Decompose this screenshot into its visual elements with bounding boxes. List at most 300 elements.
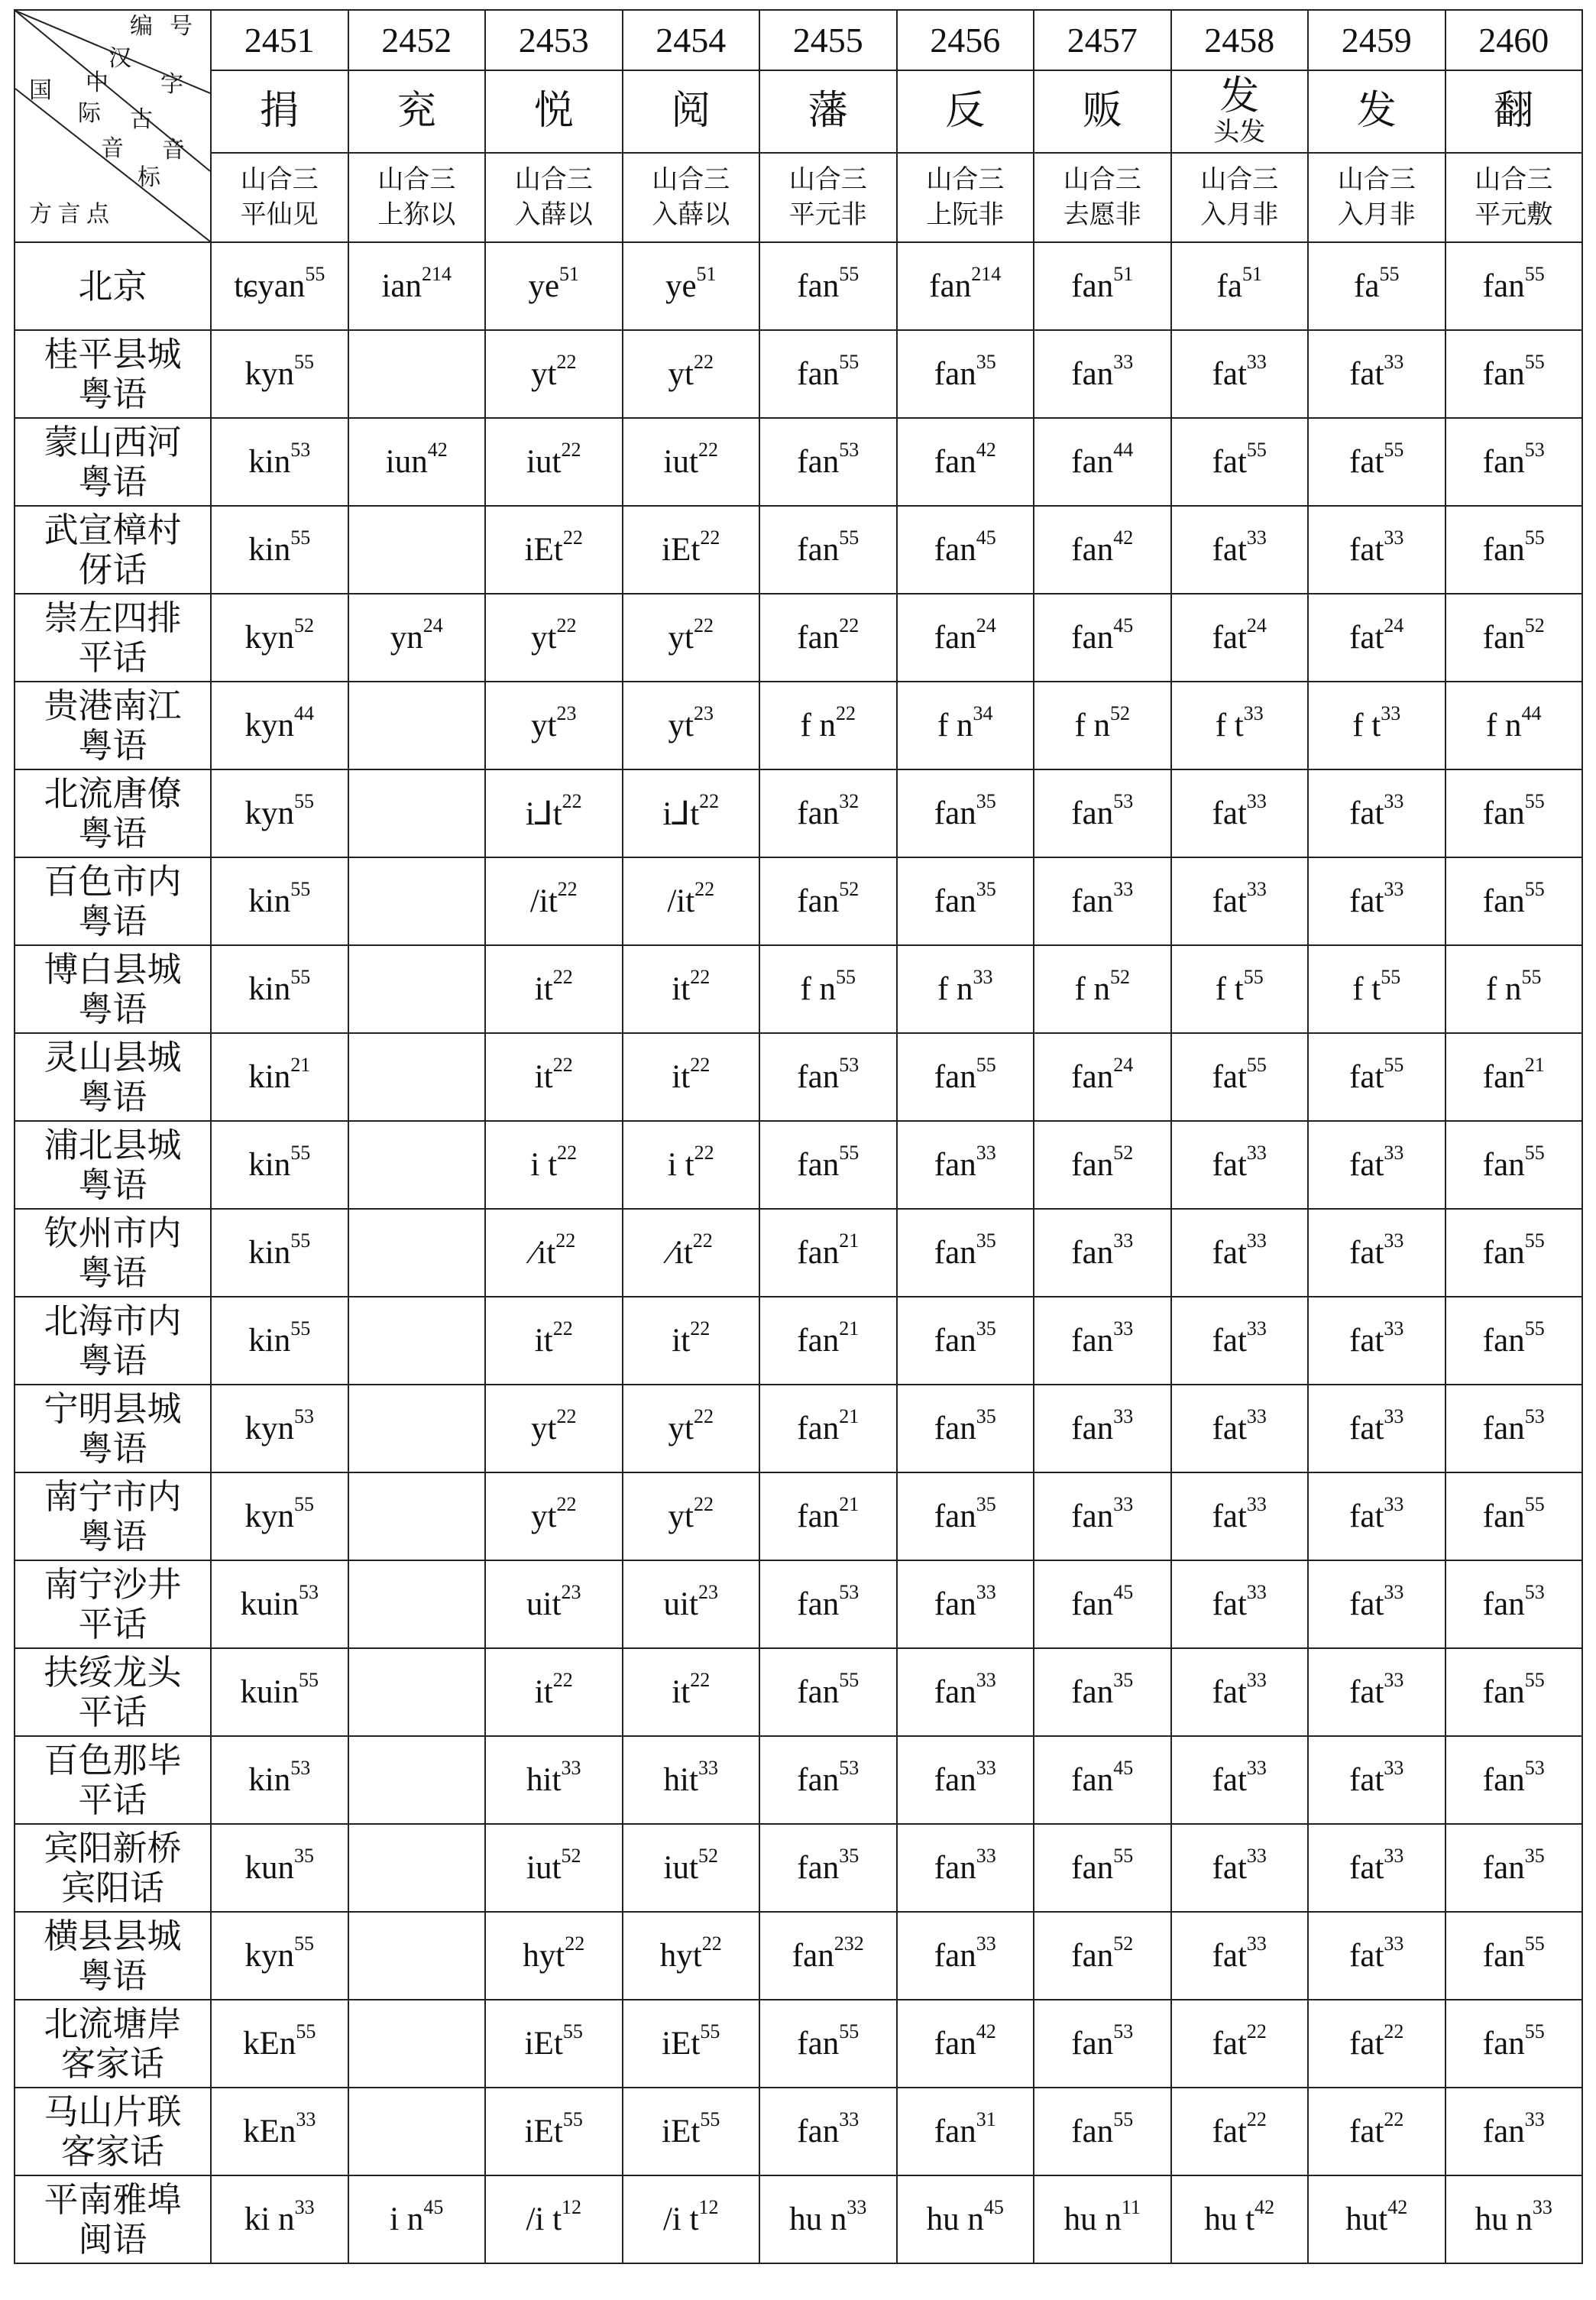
tone-number: 23 [561,1581,581,1603]
tone-number: 42 [427,439,448,461]
pronunciation-cell [1034,1385,1171,1472]
table-row [15,594,1582,682]
pronunciation-base: fat [1212,1498,1247,1534]
pronunciation-base: fan [934,883,976,919]
pronunciation-cell [759,2088,897,2175]
pronunciation-base: fan [1071,356,1114,392]
pronunciation-base: fan [934,1411,976,1446]
tone-number: 22 [1246,2108,1267,2130]
location-cell [15,418,211,506]
column-character: 藩 [808,89,848,133]
pronunciation-cell [485,1824,623,1912]
pronunciation-cell [759,330,897,418]
pronunciation-base: fan [934,795,976,831]
pronunciation-base: yn [390,620,423,656]
pronunciation-cell [1034,1560,1171,1648]
pronunciation-base: i n [390,2201,424,2237]
pronunciation-base: kuin [240,1674,299,1710]
pronunciation-base: fan [1482,356,1525,392]
pronunciation-cell [1445,1736,1583,1824]
location-cell [15,242,211,330]
pronunciation-base: fan [934,2114,976,2149]
pronunciation-base: fat [1349,1674,1384,1710]
pronunciation-cell [1445,1209,1583,1297]
tone-number: 33 [1113,1229,1134,1252]
tone-number: 52 [561,1845,581,1867]
pronunciation-base: it [672,971,691,1007]
column-character-cell [1171,70,1309,154]
tone-number: 55 [1524,790,1545,812]
location-cell [15,857,211,945]
location-name: 粤语 [78,1077,147,1116]
pronunciation-cell [623,418,760,506]
column-character: 翻 [1494,89,1534,133]
tone-number: 53 [839,1581,860,1603]
pronunciation-cell [485,1121,623,1209]
tone-number: 55 [1524,2020,1545,2042]
pronunciation-cell [1171,1648,1309,1736]
location-cell [15,330,211,418]
pronunciation-base: it [534,1323,553,1359]
pronunciation-base: fan [1071,2114,1114,2149]
tone-number: 22 [556,614,577,637]
pronunciation-cell [211,1121,348,1209]
pronunciation-cell [1171,1121,1309,1209]
pronunciation-base: f n [1074,971,1111,1007]
pronunciation-cell [1308,1648,1445,1736]
middle-chinese-line: 山合三 [788,165,867,194]
tone-number: 33 [847,2196,867,2218]
pronunciation-base: fat [1349,1586,1384,1622]
middle-chinese-line: 平元敷 [1475,200,1553,229]
column-character: 发 [1219,74,1260,118]
pronunciation-base: /i t [662,2201,699,2237]
tone-number: 53 [298,1581,319,1603]
pronunciation-cell [1445,418,1583,506]
pronunciation-cell [897,1560,1034,1648]
pronunciation-base: fan [934,1498,976,1534]
pronunciation-cell [1171,594,1309,682]
tone-number: 33 [698,1757,718,1779]
pronunciation-cell [1034,242,1171,330]
pronunciation-cell [1034,2000,1171,2088]
pronunciation-cell [623,1385,760,1472]
pronunciation-base: fan [1482,1938,1525,1974]
tone-number: 52 [698,1845,718,1867]
pronunciation-base: f t [1215,971,1244,1007]
tone-number: 232 [834,1932,864,1955]
pronunciation-cell [211,506,348,594]
pronunciation-cell [348,945,486,1033]
pronunciation-cell [759,1121,897,1209]
pronunciation-cell [1171,945,1309,1033]
pronunciation-cell [1445,682,1583,769]
pronunciation-cell [1308,1912,1445,2000]
tone-number: 22 [694,1142,714,1164]
pronunciation-base: fan [1482,620,1525,656]
pronunciation-base: yt [531,1411,557,1446]
table-row [15,242,1582,330]
tone-number: 55 [1524,1493,1545,1515]
pronunciation-base: /it [529,883,558,919]
tone-number: 55 [294,790,314,812]
tone-number: 53 [1113,790,1134,812]
tone-number: 53 [1524,1757,1545,1779]
pronunciation-base: fat [1349,444,1384,480]
pronunciation-base: fan [1071,1059,1114,1095]
tone-number: 45 [423,2196,444,2218]
tone-number: 55 [1524,1669,1545,1691]
pronunciation-base: fan [1071,1323,1114,1359]
pronunciation-base: ye [665,268,697,304]
pronunciation-base: kun [244,1850,294,1886]
pronunciation-cell [1034,1824,1171,1912]
tone-number: 55 [1246,439,1267,461]
tone-number: 55 [1524,1142,1545,1164]
tone-number: 55 [294,1493,314,1515]
pronunciation-base: fat [1349,1938,1384,1974]
tone-number: 44 [1113,439,1134,461]
pronunciation-base: fat [1349,1850,1384,1886]
pronunciation-cell [1308,506,1445,594]
pronunciation-cell [623,1033,760,1121]
table-row [15,1121,1582,1209]
pronunciation-cell [1308,2088,1445,2175]
pronunciation-cell [348,1385,486,1472]
tone-number: 22 [565,1932,585,1955]
pronunciation-base: fan [1482,1147,1525,1183]
location-name: 百色那毕 [44,1741,182,1780]
pronunciation-base: fat [1349,1762,1384,1798]
column-character: 发 [1356,89,1397,133]
pronunciation-base: fan [797,1147,840,1183]
tone-number: 35 [976,1405,996,1427]
location-name: 武宣樟村 [44,510,182,549]
pronunciation-cell [623,1736,760,1824]
pronunciation-cell [897,1121,1034,1209]
pronunciation-base: kin [248,971,291,1007]
column-character-note: 头发 [1213,118,1266,147]
pronunciation-cell [211,594,348,682]
pronunciation-cell [623,1824,760,1912]
pronunciation-cell [1034,682,1171,769]
pronunciation-base: fat [1212,1762,1247,1798]
pronunciation-cell [897,1736,1034,1824]
tone-number: 55 [1379,263,1400,285]
pronunciation-base: fan [1071,620,1114,656]
tone-number: 12 [562,2196,582,2218]
tone-number: 55 [1243,966,1264,988]
pronunciation-cell [1171,242,1309,330]
pronunciation-base: hu n [1475,2201,1533,2237]
tone-number: 21 [839,1229,860,1252]
pronunciation-base: f n [800,708,837,743]
table-row [15,2175,1582,2263]
pronunciation-cell [1308,330,1445,418]
pronunciation-cell [623,2088,760,2175]
location-name: 贵港南江 [44,686,182,725]
tone-number: 33 [976,1669,996,1691]
pronunciation-base: kin [248,883,291,919]
pronunciation-cell [1445,945,1583,1033]
column-middle-chinese [1034,153,1171,242]
tone-number: 21 [839,1317,860,1340]
pronunciation-cell [348,1472,486,1560]
pronunciation-cell [1171,857,1309,945]
pronunciation-base: fan [1482,1059,1525,1095]
location-cell [15,1033,211,1121]
header-number-row [15,10,1582,70]
pronunciation-cell [897,1472,1034,1560]
pronunciation-cell [485,1736,623,1824]
tone-number: 55 [836,966,856,988]
pronunciation-cell [759,1297,897,1385]
pronunciation-base: yt [668,1411,694,1446]
pronunciation-base: f n [937,971,973,1007]
location-cell [15,682,211,769]
tone-number: 22 [693,351,714,373]
pronunciation-base: fat [1349,356,1384,392]
pronunciation-cell [348,1297,486,1385]
tone-number: 55 [1521,966,1542,988]
tone-number: 55 [1524,1229,1545,1252]
pronunciation-cell [1034,1033,1171,1121]
pronunciation-base: kyn [244,356,294,392]
tone-number: 33 [1246,878,1267,900]
tone-number: 55 [305,263,325,285]
tone-number: 33 [1246,1493,1267,1515]
tone-number: 33 [1113,1493,1134,1515]
pronunciation-base: iut [663,444,698,480]
column-character-cell [1308,70,1445,154]
pronunciation-cell [623,2000,760,2088]
pronunciation-base: it [672,1674,691,1710]
tone-number: 33 [1246,1932,1267,1955]
pronunciation-cell [211,857,348,945]
corner-label-ji: 际 [78,101,101,126]
pronunciation-base: yt [531,1498,557,1534]
pronunciation-base: fan [1071,444,1114,480]
tone-number: 22 [836,702,856,724]
tone-number: 33 [1246,1405,1267,1427]
pronunciation-cell [348,682,486,769]
location-cell [15,1472,211,1560]
column-character-cell [348,70,486,154]
tone-number: 24 [1246,614,1267,637]
pronunciation-base: /i t [526,2201,562,2237]
pronunciation-base: fan [797,1323,840,1359]
location-name: 平南雅埠 [44,2180,182,2219]
pronunciation-base: yt [668,620,694,656]
pronunciation-cell [759,857,897,945]
tone-number: 33 [561,1757,581,1779]
tone-number: 21 [290,1054,311,1076]
pronunciation-cell [211,1033,348,1121]
corner-label-zhong: 中 [86,70,108,96]
pronunciation-cell [759,1560,897,1648]
pronunciation-cell [485,2000,623,2088]
column-character: 反 [945,89,986,133]
pronunciation-base: fan [1071,1586,1114,1622]
pronunciation-cell [1171,1033,1309,1121]
pronunciation-cell [1308,1560,1445,1648]
pronunciation-base: fan [929,268,972,304]
pronunciation-cell [1171,1912,1309,2000]
tone-number: 33 [1384,1669,1404,1691]
tone-number: 42 [976,2020,996,2042]
pronunciation-cell [1171,1560,1309,1648]
pronunciation-cell [1308,2000,1445,2088]
location-name: 平话 [78,1693,147,1731]
tone-number: 33 [1246,526,1267,549]
tone-number: 53 [839,1757,860,1779]
tone-number: 22 [694,878,715,900]
pronunciation-cell [759,594,897,682]
pronunciation-base: kyn [244,1938,294,1974]
pronunciation-cell [897,1297,1034,1385]
tone-number: 33 [1384,1581,1404,1603]
tone-number: 22 [552,1317,573,1340]
pronunciation-base: fan [934,1235,976,1271]
tone-number: 32 [839,790,860,812]
middle-chinese-line: 入月非 [1200,200,1279,229]
middle-chinese-line: 去愿非 [1063,200,1141,229]
corner-label-bian: 编 [130,14,153,39]
location-cell [15,1209,211,1297]
tone-number: 45 [983,2196,1004,2218]
location-name: 粤语 [78,1165,147,1204]
pronunciation-base: fan [1482,268,1525,304]
pronunciation-cell [211,1912,348,2000]
pronunciation-base: fan [1482,1762,1525,1798]
pronunciation-cell [1308,1297,1445,1385]
tone-number: 22 [699,789,720,812]
pronunciation-base: fat [1212,1674,1247,1710]
pronunciation-cell [759,242,897,330]
tone-number: 22 [557,878,578,900]
pronunciation-cell [1171,1736,1309,1824]
tone-number: 33 [1246,1845,1267,1867]
pronunciation-base: fan [797,883,840,919]
pronunciation-base: fan [1482,1674,1525,1710]
pronunciation-base: fat [1212,2026,1247,2062]
tone-number: 51 [559,263,580,285]
pronunciation-base: fan [1071,532,1114,568]
pronunciation-base: fan [797,1762,840,1798]
pronunciation-cell [485,506,623,594]
pronunciation-base: kin [248,1235,291,1271]
pronunciation-cell [623,1297,760,1385]
pronunciation-cell [485,1209,623,1297]
pronunciation-base: kyn [244,1498,294,1534]
pronunciation-base: fan [934,1147,976,1183]
location-name: 北流唐僚 [44,774,182,813]
pronunciation-base: it [672,1059,691,1095]
pronunciation-cell [211,1209,348,1297]
pronunciation-cell [348,1560,486,1648]
pronunciation-base: kyn [244,795,294,831]
pronunciation-cell [1171,506,1309,594]
location-name: 粤语 [78,726,147,765]
pronunciation-cell [1034,330,1171,418]
pronunciation-base: fan [934,356,976,392]
table-row [15,330,1582,418]
column-number: 2456 [897,10,1034,70]
tone-number: 22 [693,1405,714,1427]
location-cell [15,1648,211,1736]
pronunciation-cell [1308,418,1445,506]
tone-number: 21 [839,1493,860,1515]
pronunciation-cell [348,2000,486,2088]
pronunciation-base: fan [1071,1411,1114,1446]
pronunciation-base: hut [1345,2201,1388,2237]
pronunciation-cell [211,242,348,330]
tone-number: 55 [700,2020,720,2042]
tone-number: 33 [1384,1229,1404,1252]
pronunciation-cell [1171,2175,1309,2263]
pronunciation-cell [897,594,1034,682]
middle-chinese-line: 山合三 [514,165,593,194]
pronunciation-cell [623,857,760,945]
tone-number: 22 [690,1317,711,1340]
tone-number: 35 [976,878,996,900]
location-name: 钦州市内 [44,1213,182,1252]
pronunciation-base: fan [1482,532,1525,568]
pronunciation-base: fa [1216,268,1242,304]
pronunciation-base: fan [1482,883,1525,919]
pronunciation-cell [1308,242,1445,330]
pronunciation-base: yt [668,708,694,743]
tone-number: 33 [1532,2196,1552,2218]
table-row [15,1912,1582,2000]
pronunciation-cell [1445,1560,1583,1648]
tone-number: 33 [976,1757,996,1779]
pronunciation-base: f n [1485,971,1522,1007]
pronunciation-cell [211,2175,348,2263]
location-name: 粤语 [78,1429,147,1468]
pronunciation-base: fat [1212,1323,1247,1359]
tone-number: 22 [557,1142,578,1164]
location-name: 粤语 [78,902,147,941]
tone-number: 33 [1246,1757,1267,1779]
tone-number: 22 [555,1229,576,1252]
tone-number: 22 [690,1669,711,1691]
tone-number: 22 [556,1493,577,1515]
pronunciation-base: fan [797,2026,840,2062]
pronunciation-base: fat [1349,1498,1384,1534]
pronunciation-base: fan [797,1411,840,1446]
pronunciation-cell [1171,330,1309,418]
pronunciation-cell [897,1912,1034,2000]
pronunciation-base: fan [1482,1411,1525,1446]
column-number: 2459 [1308,10,1445,70]
pronunciation-base: hit [526,1762,562,1798]
corner-label-han: 汉 [108,46,131,71]
pronunciation-cell [211,1736,348,1824]
pronunciation-cell [348,1121,486,1209]
pronunciation-cell [897,682,1034,769]
tone-number: 35 [976,790,996,812]
tone-number: 42 [1254,2196,1275,2218]
pronunciation-cell [348,506,486,594]
pronunciation-cell [1034,1472,1171,1560]
pronunciation-base: it [534,971,553,1007]
tone-number: 53 [1524,1581,1545,1603]
tone-number: 33 [1113,1405,1134,1427]
pronunciation-cell [759,682,897,769]
pronunciation-cell [759,1209,897,1297]
pronunciation-base: fan [934,1586,976,1622]
